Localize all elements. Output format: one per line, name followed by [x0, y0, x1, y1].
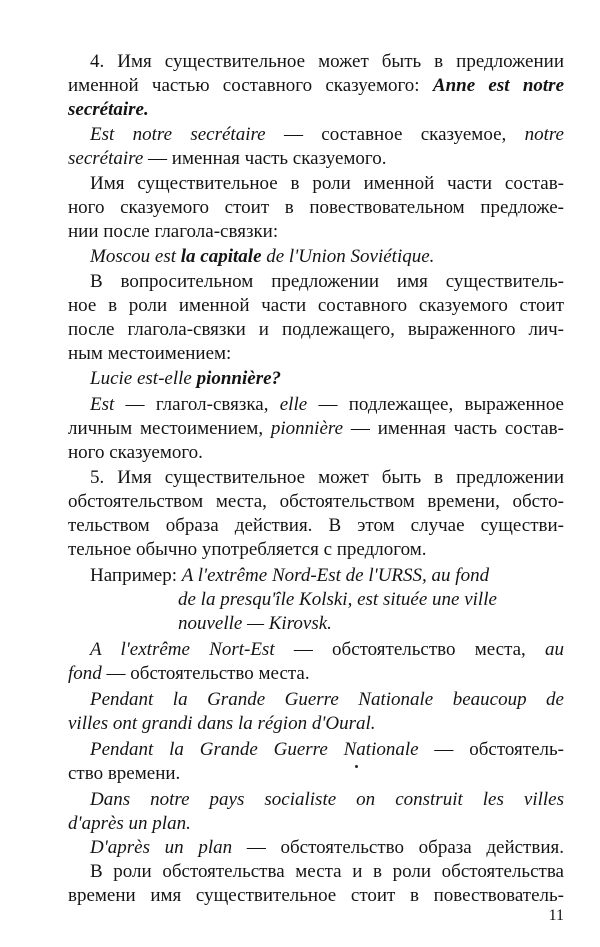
example-sentence [178, 612, 564, 636]
emphasis-text: de la presqu'île Kolski, est située une ville [178, 589, 497, 610]
emphasis-text: fond [68, 663, 102, 684]
page-number: 11 [548, 907, 564, 924]
text-run: 5. Имя существительное может быть в предложении [90, 467, 564, 488]
text-run: — обстоятельство образа действия. [232, 837, 564, 858]
emphasis-text: de l'Union Soviétique. [261, 246, 435, 267]
paragraph-line [68, 514, 564, 538]
text-run: — обстоятельство места. [101, 663, 310, 684]
paragraph-line [68, 74, 564, 98]
emphasis-text: Pendant la Grande Guerre Nationale beaucoup de [90, 689, 564, 710]
emphasis-text: Anne est notre [432, 75, 564, 96]
example-sentence [90, 564, 564, 588]
paragraph-line [68, 147, 564, 171]
emphasis-text: villes ont grandi dans la région d'Oural. [68, 713, 376, 734]
paragraph-line [90, 466, 564, 490]
paragraph-line [68, 342, 564, 366]
paragraph-line [90, 270, 564, 294]
text-run: В роли обстоятельства места и в роли обстоятельства [90, 861, 564, 882]
emphasis-text: la capitale [180, 246, 262, 267]
text-run: ного сказуемого стоит в повествовательном предложе- [68, 197, 564, 218]
emphasis-text: pionnière [270, 418, 344, 439]
text-run: ного сказуемого. [68, 442, 203, 463]
paragraph-line [68, 662, 564, 686]
paragraph-line [90, 836, 564, 860]
paragraph-line [90, 50, 564, 74]
text-run: — обстоятель- [418, 739, 564, 760]
text-run: нии после глагола-связки: [68, 221, 279, 242]
text-run: времени имя существительное стоит в повествователь- [68, 885, 564, 906]
text-run: — глагол-связка, [114, 394, 280, 415]
text-run: тельством образа действия. В этом случае существи- [68, 515, 564, 536]
example-sentence [90, 245, 564, 269]
paragraph-line [68, 884, 564, 908]
text-run: 4. Имя существительное может быть в предложении [90, 51, 564, 72]
paragraph-line [90, 638, 564, 662]
emphasis-text: Lucie est-elle [90, 368, 197, 389]
emphasis-text: nouvelle — Kirovsk. [178, 613, 332, 634]
text-run: Например: [90, 565, 182, 586]
text-run: именной частью составного сказуемого: [68, 75, 433, 96]
paragraph-line [68, 294, 564, 318]
emphasis-text: secrétaire. [68, 99, 149, 120]
emphasis-text: d'après un plan. [68, 813, 191, 834]
example-sentence [68, 712, 564, 736]
paragraph-line [68, 490, 564, 514]
paragraph-line [68, 441, 564, 465]
paragraph-line [68, 318, 564, 342]
emphasis-text: A l'extrême Nord-Est de l'URSS, au fond [181, 565, 490, 586]
text-run: ное в роли именной части составного сказуемого стоит [68, 295, 564, 316]
print-speck [355, 765, 358, 768]
text-run: — именная часть состав- [343, 418, 564, 439]
emphasis-text: A l'extrême Nort-Est [90, 639, 275, 660]
emphasis-text: Est notre secrétaire [90, 124, 266, 145]
paragraph-line [90, 393, 564, 417]
emphasis-text: Est [90, 394, 115, 415]
text-run: тельное обычно употребляется с предлогом. [68, 539, 427, 560]
paragraph-line [68, 220, 564, 244]
example-sentence [68, 812, 564, 836]
paragraph-line [90, 860, 564, 884]
text-run: — именная часть сказуемого. [143, 148, 387, 169]
paragraph-line [90, 123, 564, 147]
paragraph-line [68, 196, 564, 220]
text-run: ным местоимением: [68, 343, 232, 364]
emphasis-text: D'après un plan [90, 837, 233, 858]
emphasis-text: notre [524, 124, 564, 145]
text-run: В вопросительном предложении имя существитель- [90, 271, 564, 292]
text-run: обстоятельством места, обстоятельством времени, обсто- [68, 491, 564, 512]
text-run: Имя существительное в роли именной части состав- [90, 173, 564, 194]
text-run: — составное сказуемое, [265, 124, 525, 145]
paragraph-line [68, 538, 564, 562]
emphasis-text: au [545, 639, 565, 660]
text-run: — подлежащее, выраженное [307, 394, 564, 415]
text-run: ство времени. [68, 763, 181, 784]
example-sentence [90, 688, 564, 712]
emphasis-text: secrétaire [68, 148, 144, 169]
example-sentence [90, 367, 564, 391]
emphasis-text: Dans notre pays socialiste on construit les villes [90, 789, 564, 810]
text-run: личным местоимением, [68, 418, 271, 439]
text-run: после глагола-связки и подлежащего, выраженного лич- [68, 319, 564, 340]
example-sentence [90, 788, 564, 812]
text-run: — обстоятельство места, [274, 639, 546, 660]
emphasis-text: elle [279, 394, 308, 415]
example-sentence [178, 588, 564, 612]
paragraph-line [68, 417, 564, 441]
emphasis-text: Moscou est [90, 246, 181, 267]
emphasis-text: pionnière? [196, 368, 282, 389]
paragraph-line [68, 762, 564, 786]
paragraph-line [90, 738, 564, 762]
paragraph-line [90, 172, 564, 196]
paragraph-line [68, 98, 564, 122]
emphasis-text: Pendant la Grande Guerre Nationale [90, 739, 419, 760]
